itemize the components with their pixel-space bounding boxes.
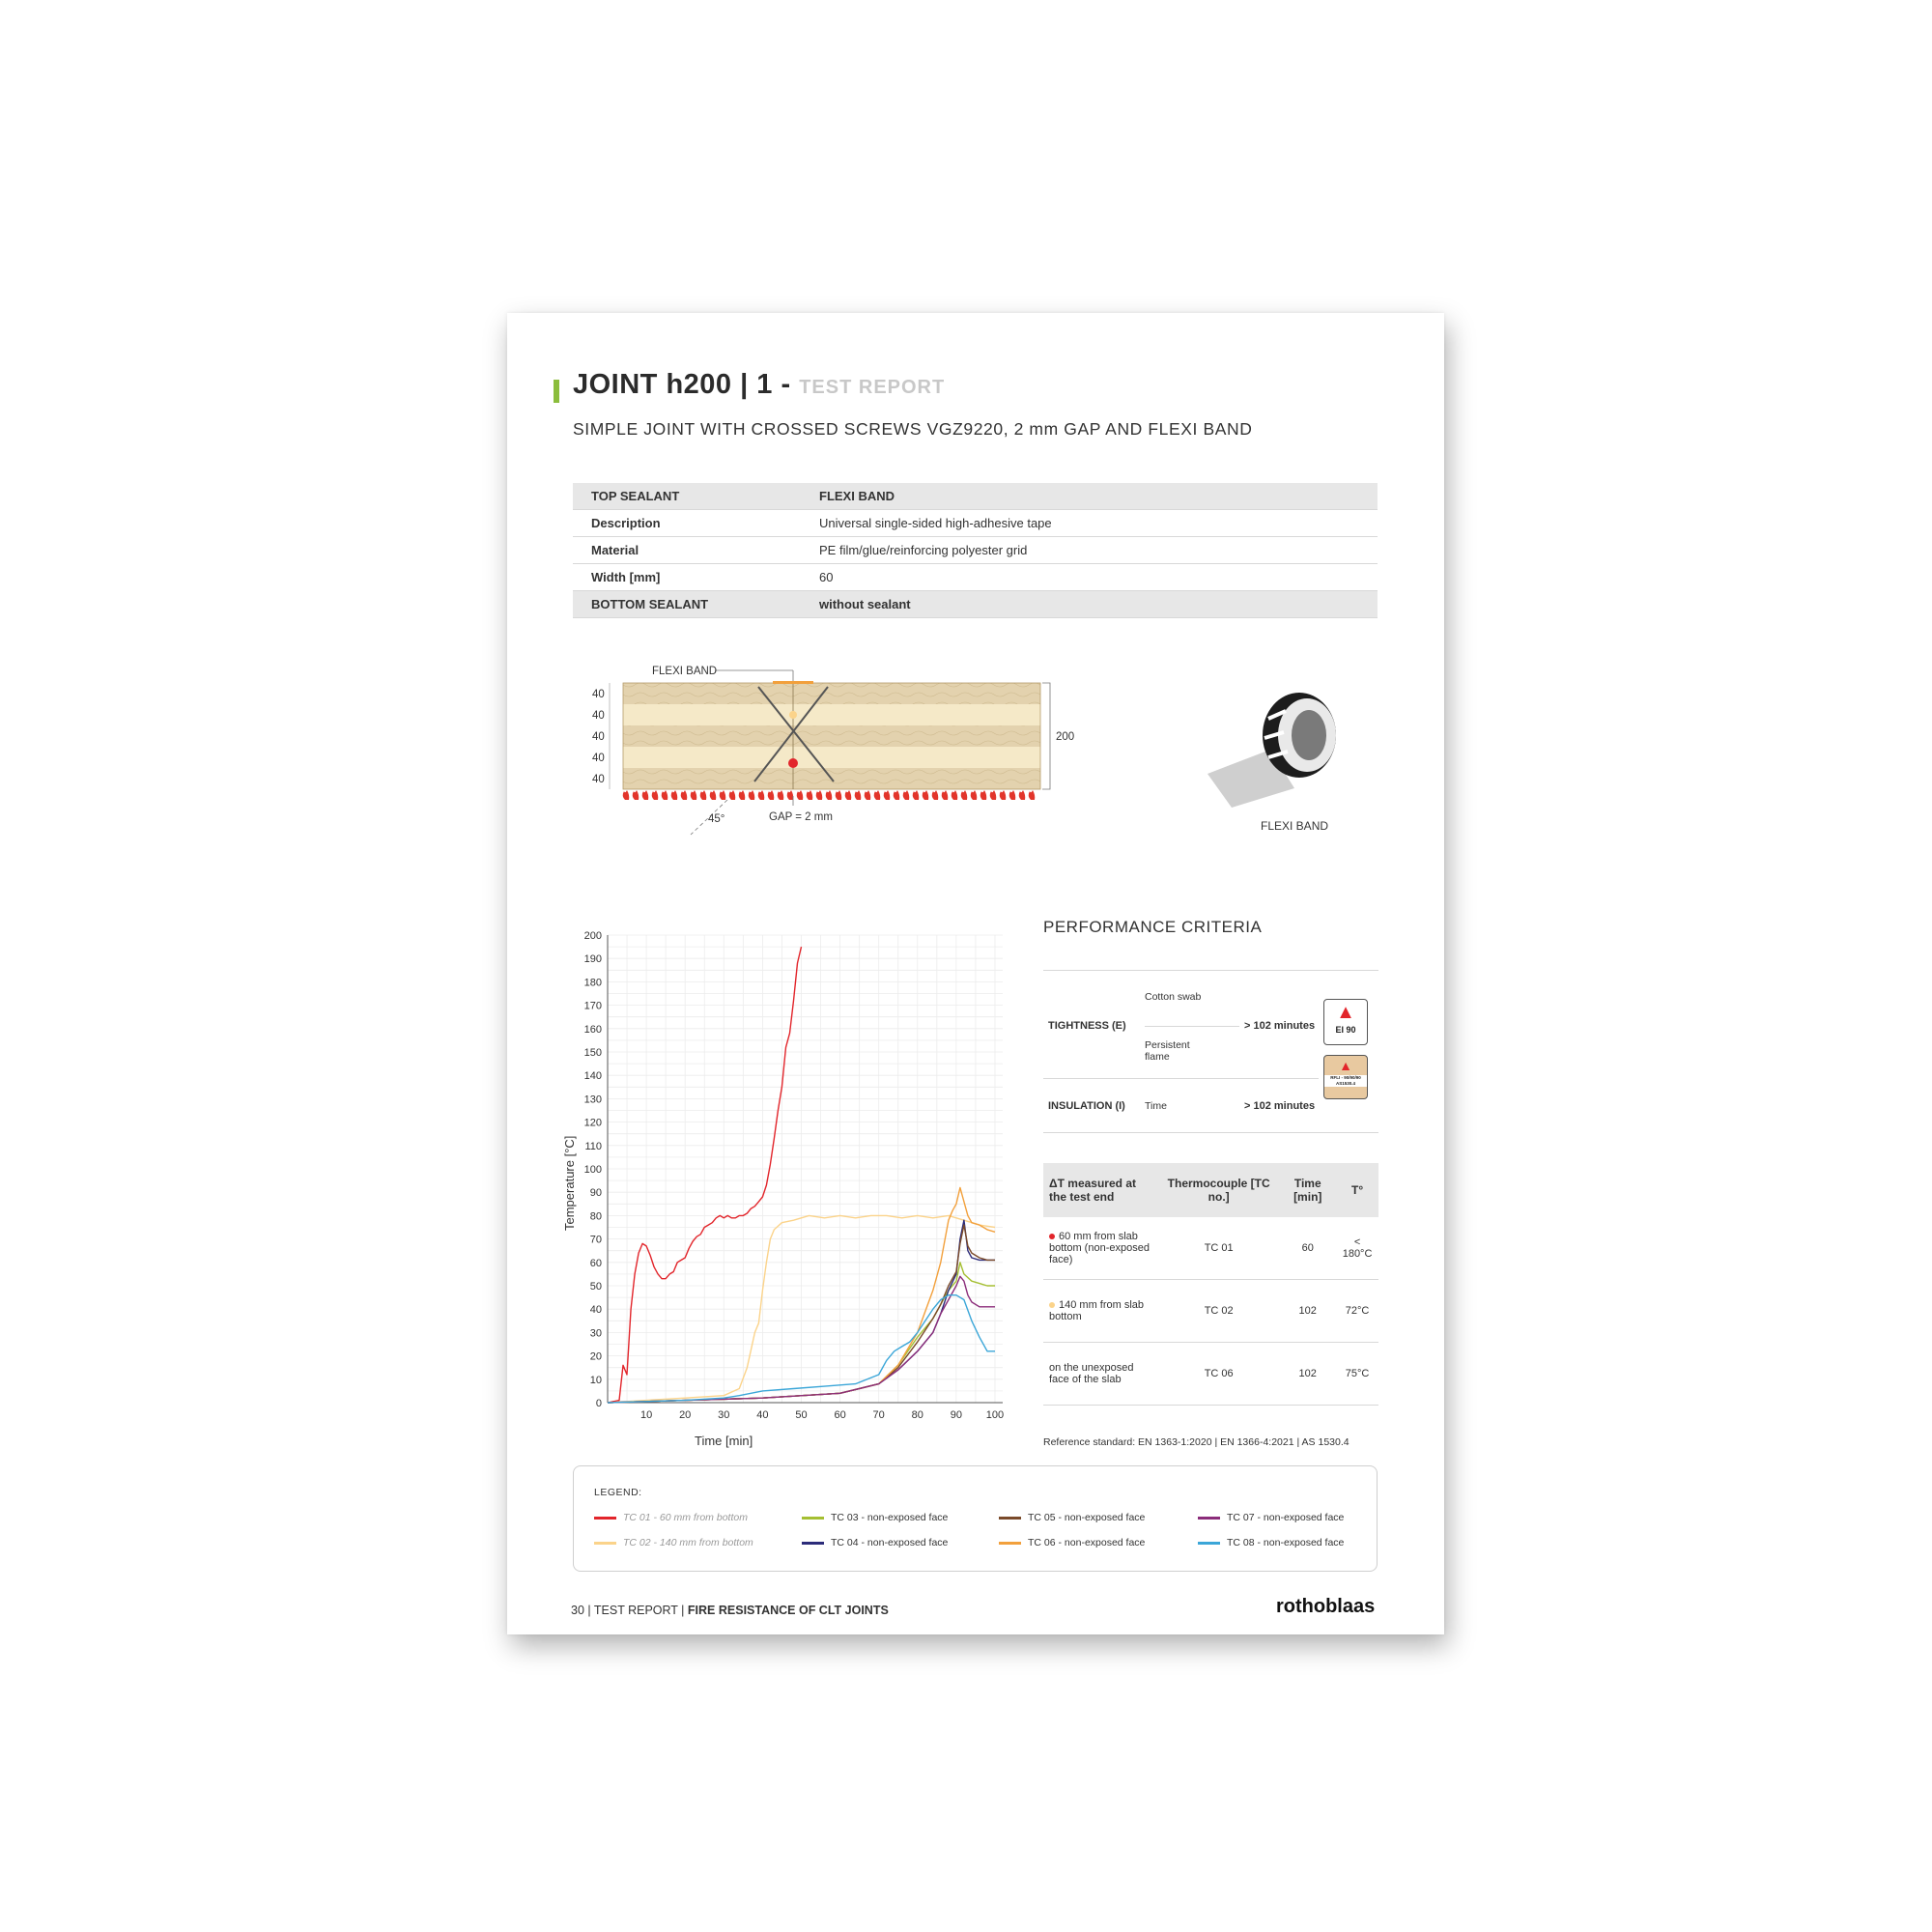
x-tick-label: 40 [756, 1409, 769, 1421]
spec-key: BOTTOM SEALANT [573, 591, 801, 618]
y-tick-label: 40 [589, 1304, 602, 1317]
page-title-sub: TEST REPORT [799, 377, 946, 398]
flexi-band-roll-image [1203, 682, 1357, 808]
y-tick-label: 180 [583, 977, 602, 989]
divider [1043, 1132, 1378, 1133]
flame-icon [1019, 790, 1026, 800]
flame-icon [729, 790, 736, 800]
results-row [1043, 1217, 1378, 1280]
clt-layer-2 [623, 704, 1040, 725]
layer-label: 40 [592, 774, 605, 785]
spec-value: 60 [801, 564, 1378, 591]
gap-label: GAP = 2 mm [769, 811, 833, 823]
flexi-band-roll-label: FLEXI BAND [1261, 819, 1329, 833]
flame-icon [797, 790, 804, 800]
y-tick-label: 150 [583, 1047, 602, 1059]
results-temp: 72°C [1336, 1280, 1378, 1343]
legend-item-tc05: TC 05 - non-exposed face [999, 1512, 1145, 1523]
results-time: 102 [1279, 1280, 1336, 1343]
title-accent-bar [554, 380, 559, 403]
results-temp: < 180°C [1336, 1217, 1378, 1280]
spec-key: TOP SEALANT [573, 483, 801, 510]
chart-x-label: Time [min] [695, 1434, 753, 1448]
divider [1043, 1078, 1319, 1079]
legend-swatch [802, 1517, 824, 1520]
flame-icon [952, 790, 958, 800]
chart-y-label: Temperature [°C] [562, 1135, 577, 1231]
spec-key: Width [mm] [573, 564, 801, 591]
results-tc: TC 06 [1158, 1343, 1279, 1406]
ei90-badge: ▲ EI 90 [1323, 999, 1368, 1045]
x-tick-label: 10 [639, 1409, 653, 1421]
layer-label: 40 [592, 731, 605, 743]
legend-item-tc02: TC 02 - 140 mm from bottom [594, 1537, 753, 1548]
layer-label: 40 [592, 710, 605, 722]
flame-icon [855, 790, 862, 800]
y-tick-label: 30 [589, 1327, 602, 1340]
footer-section: | TEST REPORT | [587, 1604, 685, 1617]
spec-value: PE film/glue/reinforcing polyester grid [801, 537, 1378, 564]
tc02-dot [1049, 1302, 1055, 1308]
persistent-flame-label: Persistent flame [1145, 1039, 1190, 1063]
clt-layer-4 [623, 747, 1040, 768]
results-time: 102 [1279, 1343, 1336, 1406]
legend-swatch [1198, 1542, 1220, 1545]
results-header: Thermocouple [TC no.] [1158, 1163, 1279, 1217]
flame-icon [865, 790, 871, 800]
results-tc: TC 01 [1158, 1217, 1279, 1280]
spec-row-top-sealant [573, 483, 1378, 510]
legend-title: LEGEND: [594, 1487, 642, 1498]
flame-icon [845, 790, 852, 800]
spec-table [573, 483, 1378, 618]
y-tick-label: 130 [583, 1094, 602, 1106]
page-footer [571, 1604, 889, 1617]
cotton-swab-label: Cotton swab [1145, 991, 1202, 1003]
tc01-marker [788, 758, 798, 768]
spec-value: Universal single-sided high-adhesive tape [801, 510, 1378, 537]
chart-y-ticks [584, 930, 602, 1409]
tc02-marker [789, 711, 797, 719]
tightness-value: > 102 minutes [1244, 1020, 1316, 1032]
results-time: 60 [1279, 1217, 1336, 1280]
joint-section-diagram [565, 641, 1075, 835]
reference-standard: Reference standard: EN 1363-1:2020 | EN 1366-4:2021 | AS 1530.4 [1043, 1436, 1350, 1448]
legend-item-tc03: TC 03 - non-exposed face [802, 1512, 948, 1523]
x-tick-label: 100 [985, 1409, 1005, 1421]
legend-item-tc08: TC 08 - non-exposed face [1198, 1537, 1344, 1548]
results-table [1043, 1163, 1378, 1406]
legend-item-tc04: TC 04 - non-exposed face [802, 1537, 948, 1548]
y-tick-label: 160 [583, 1023, 602, 1036]
flame-icon [633, 790, 639, 800]
flexi-band-label: FLEXI BAND [652, 666, 718, 677]
flame-icon [884, 790, 891, 800]
legend-swatch [594, 1542, 616, 1545]
divider [1145, 1026, 1239, 1027]
y-tick-label: 0 [595, 1398, 602, 1409]
x-tick-label: 70 [872, 1409, 885, 1421]
flame-icon [691, 790, 697, 800]
results-row [1043, 1280, 1378, 1343]
spec-value: FLEXI BAND [801, 483, 1378, 510]
divider [1043, 970, 1378, 971]
clt-panel [623, 683, 1040, 789]
y-tick-label: 120 [583, 1117, 602, 1129]
tc01-dot [1049, 1234, 1055, 1239]
report-page [507, 313, 1444, 1634]
flame-icon [700, 790, 707, 800]
flame-icon [826, 790, 833, 800]
flame-icon [961, 790, 968, 800]
flame-icon [710, 790, 717, 800]
chart-grid [608, 935, 1003, 1403]
insulation-label: INSULATION (I) [1048, 1100, 1125, 1112]
results-header: ΔT measured at the test end [1043, 1163, 1158, 1217]
layer-label: 40 [592, 753, 605, 764]
spec-row-width [573, 564, 1378, 591]
flame-icon [1029, 790, 1036, 800]
flame-icon [787, 790, 794, 800]
flame-icon [749, 790, 755, 800]
legend-swatch [999, 1542, 1021, 1545]
y-tick-label: 170 [583, 1000, 602, 1012]
results-header: Time [min] [1279, 1163, 1336, 1217]
flame-icon [923, 790, 929, 800]
flame-icon [903, 790, 910, 800]
y-tick-label: 200 [583, 930, 602, 942]
flame-icon [980, 790, 987, 800]
flame-icon: ▲ [1336, 1002, 1355, 1023]
x-tick-label: 60 [834, 1409, 846, 1421]
y-tick-label: 50 [589, 1281, 602, 1293]
flame-icon [623, 790, 630, 800]
page-number: 30 [571, 1604, 584, 1617]
results-tc: TC 02 [1158, 1280, 1279, 1343]
chart-legend [573, 1465, 1378, 1572]
spec-key: Material [573, 537, 801, 564]
layer-label: 40 [592, 689, 605, 700]
total-thickness-label: 200 [1056, 731, 1075, 743]
x-tick-label: 50 [795, 1409, 808, 1421]
rfli-badge: ▲ RFLI - 90/90/90 AS1530.4 [1323, 1055, 1368, 1099]
flame-icon [971, 790, 978, 800]
flame-icon [642, 790, 649, 800]
y-tick-label: 140 [583, 1070, 602, 1083]
legend-swatch [1198, 1517, 1220, 1520]
y-tick-label: 100 [583, 1164, 602, 1176]
insulation-sub: Time [1145, 1100, 1167, 1112]
fire-flames [623, 790, 1036, 800]
flame-icon: ▲ [1339, 1058, 1352, 1073]
page-subtitle: SIMPLE JOINT WITH CROSSED SCREWS VGZ9220, 2 mm GAP AND FLEXI BAND [573, 419, 1253, 439]
legend-swatch [802, 1542, 824, 1545]
results-header: T° [1336, 1163, 1378, 1217]
spec-key: Description [573, 510, 801, 537]
temperature-chart [555, 923, 1038, 1448]
angle-label: 45° [708, 813, 725, 825]
chart-x-ticks [640, 1409, 1004, 1421]
flame-icon [662, 790, 668, 800]
y-tick-label: 190 [583, 953, 602, 966]
footer-doc-title: FIRE RESISTANCE OF CLT JOINTS [687, 1604, 889, 1617]
legend-item-tc06: TC 06 - non-exposed face [999, 1537, 1145, 1548]
y-tick-label: 80 [589, 1210, 602, 1223]
results-desc: 140 mm from slab bottom [1049, 1299, 1145, 1322]
spec-row-material [573, 537, 1378, 564]
legend-swatch [594, 1517, 616, 1520]
y-tick-label: 10 [589, 1374, 602, 1386]
insulation-value: > 102 minutes [1244, 1100, 1316, 1112]
results-header-row [1043, 1163, 1378, 1217]
flame-icon [807, 790, 813, 800]
flame-icon [942, 790, 949, 800]
flame-icon [913, 790, 920, 800]
flame-icon [720, 790, 726, 800]
flame-icon [671, 790, 678, 800]
x-tick-label: 90 [950, 1409, 963, 1421]
flame-icon [652, 790, 659, 800]
flame-icon [816, 790, 823, 800]
spec-value: without sealant [801, 591, 1378, 618]
y-tick-label: 110 [584, 1140, 602, 1152]
results-desc: on the unexposed face of the slab [1043, 1343, 1158, 1406]
flame-icon [874, 790, 881, 800]
flame-icon [778, 790, 784, 800]
flame-icon [758, 790, 765, 800]
legend-swatch [999, 1517, 1021, 1520]
flame-icon [1009, 790, 1016, 800]
x-tick-label: 20 [679, 1409, 692, 1421]
flame-icon [894, 790, 900, 800]
flame-icon [768, 790, 775, 800]
results-row [1043, 1343, 1378, 1406]
results-temp: 75°C [1336, 1343, 1378, 1406]
flame-icon [990, 790, 997, 800]
spec-row-bottom-sealant [573, 591, 1378, 618]
y-tick-label: 60 [589, 1257, 602, 1269]
legend-item-tc07: TC 07 - non-exposed face [1198, 1512, 1344, 1523]
performance-title: PERFORMANCE CRITERIA [1043, 918, 1263, 936]
y-tick-label: 90 [589, 1187, 602, 1200]
spec-row-description [573, 510, 1378, 537]
x-tick-label: 80 [911, 1409, 923, 1421]
legend-item-tc01: TC 01 - 60 mm from bottom [594, 1512, 748, 1523]
y-tick-label: 20 [589, 1350, 602, 1363]
flame-icon [932, 790, 939, 800]
rothoblaas-logo: rothoblaas [1276, 1596, 1376, 1617]
page-title: JOINT h200 | 1 - TEST REPORT [573, 369, 946, 400]
flame-icon [681, 790, 688, 800]
x-tick-label: 30 [718, 1409, 730, 1421]
y-tick-label: 70 [589, 1234, 602, 1246]
flexi-band-strip [773, 681, 813, 684]
tightness-label: TIGHTNESS (E) [1048, 1020, 1126, 1032]
flame-icon [1000, 790, 1007, 800]
flame-icon [836, 790, 842, 800]
results-desc: 60 mm from slab bottom (non-exposed face) [1049, 1231, 1150, 1265]
flame-icon [739, 790, 746, 800]
